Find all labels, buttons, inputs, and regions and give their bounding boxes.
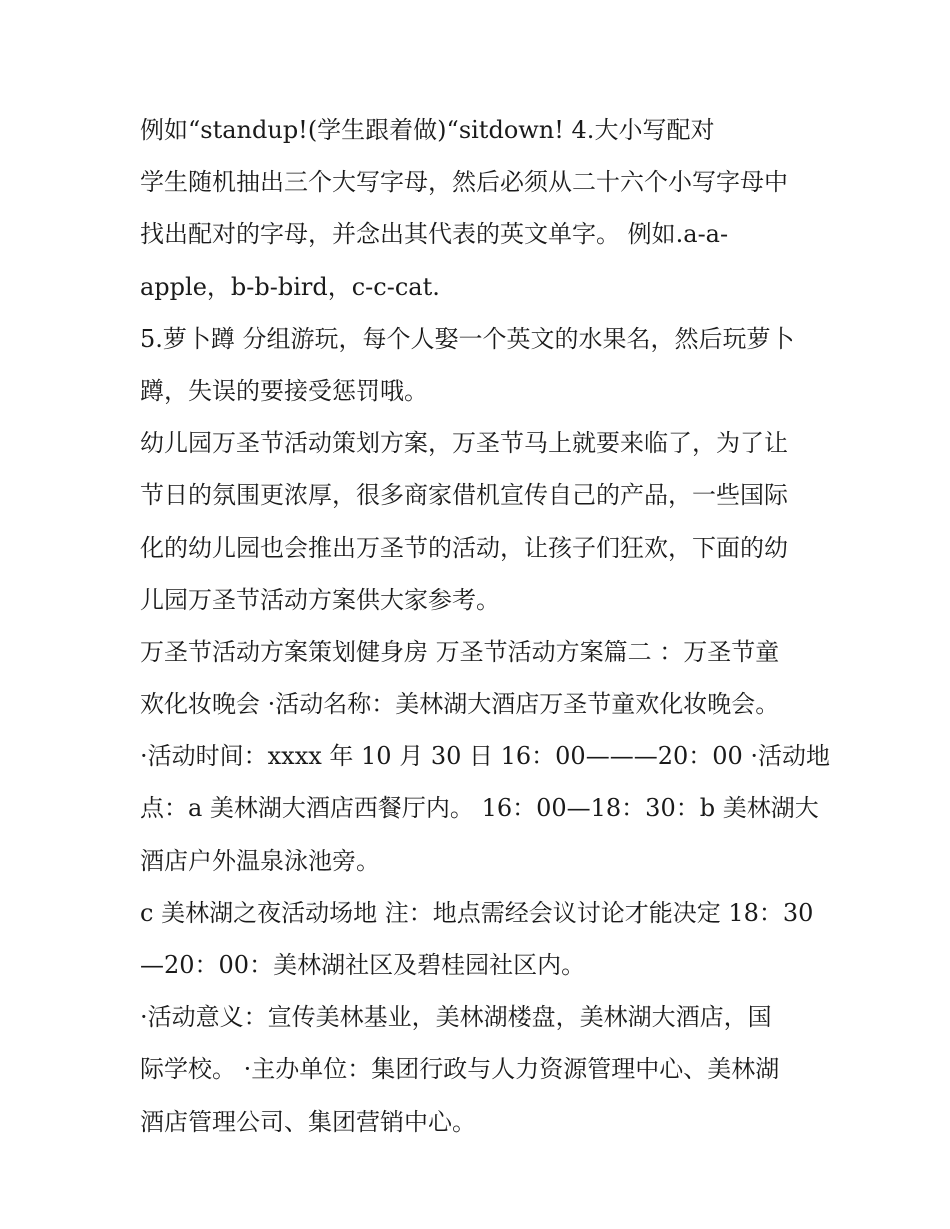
text-line: 万圣节活动方案策划健身房 万圣节活动方案篇二 ：万圣节童 — [140, 637, 780, 666]
text-line: apple，b-b-bird，c-c-cat. — [140, 272, 440, 301]
text-line: ·活动时间：xxxx 年 10 月 30 日 16：00———20：00 ·活动地 — [140, 742, 831, 771]
text-line: 蹲，失误的要接受惩罚哦。 — [140, 376, 428, 405]
text-line: —20：00：美林湖社区及碧桂园社区内。 — [140, 951, 586, 979]
text-line: 例如“standup!(学生跟着做)“sitdown! 4.大小写配对 — [140, 116, 715, 144]
text-line: 幼儿园万圣节活动策划方案，万圣节马上就要来临了，为了让 — [140, 429, 788, 458]
text-line: 儿园万圣节活动方案供大家参考。 — [140, 585, 500, 614]
text-line: 欢化妆晚会 ·活动名称：美林湖大酒店万圣节童欢化妆晚会。 — [140, 690, 780, 719]
text-line: 化的幼儿园也会推出万圣节的活动，让孩子们狂欢，下面的幼 — [140, 533, 788, 562]
text-line: c 美林湖之夜活动场地 注：地点需经会议讨论才能决定 18：30 — [140, 898, 814, 927]
text-line: 学生随机抽出三个大写字母，然后必须从二十六个小写字母中 — [140, 168, 788, 197]
document-body — [140, 110, 831, 1154]
text-line: 5.萝卜蹲 分组游玩，每个人娶一个英文的水果名，然后玩萝卜 — [140, 324, 795, 353]
text-line: 际学校。 ·主办单位：集团行政与人力资源管理中心、美林湖 — [140, 1055, 780, 1084]
text-line: 点：a 美林湖大酒店西餐厅内。 16：00—18：30：b 美林湖大 — [140, 794, 819, 823]
text-line: ·活动意义：宣传美林基业，美林湖楼盘，美林湖大酒店，国 — [140, 1003, 772, 1032]
text-line: 酒店户外温泉泳池旁。 — [140, 846, 380, 875]
text-line: 找出配对的字母，并念出其代表的英文单字。 例如.a-a- — [140, 220, 729, 249]
text-line: 酒店管理公司、集团营销中心。 — [140, 1107, 476, 1136]
text-line: 节日的氛围更浓厚，很多商家借机宣传自己的产品，一些国际 — [140, 481, 788, 510]
